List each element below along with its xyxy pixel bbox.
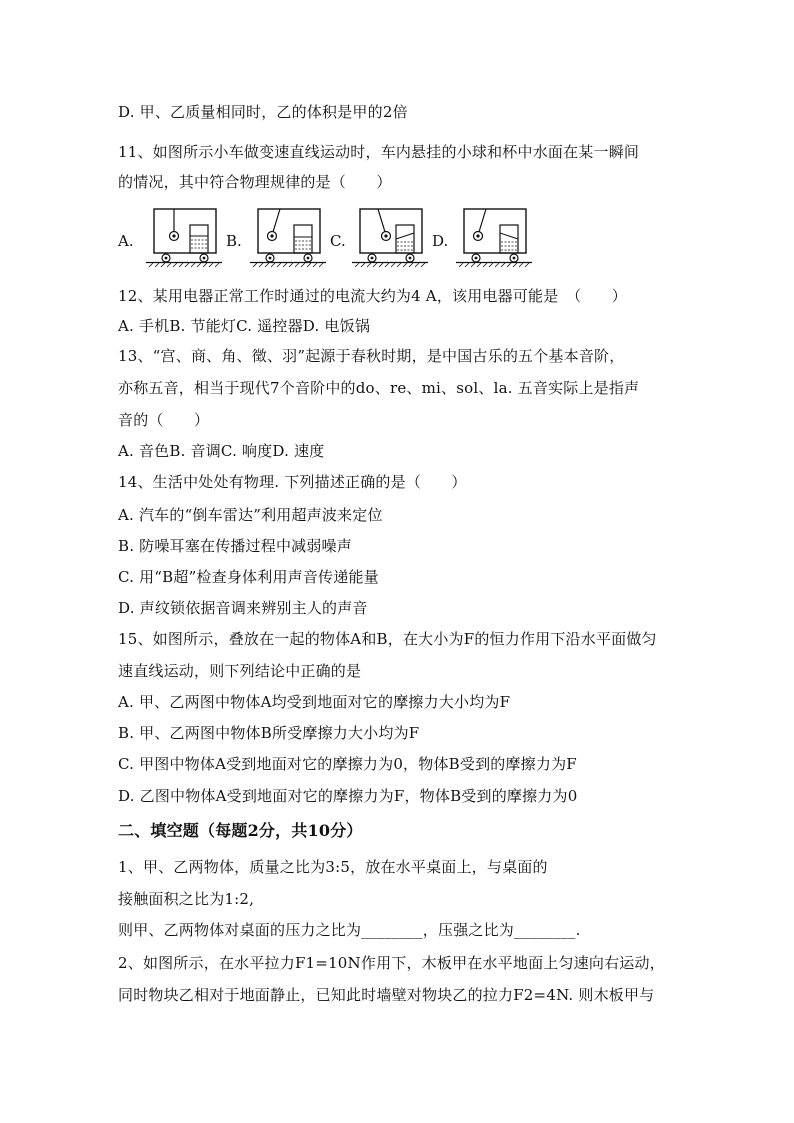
cart-figure-d bbox=[456, 205, 532, 271]
q14-option-c: C. 用“B超”检查身体利用声音传递能量 bbox=[118, 568, 379, 586]
q14-option-b: B. 防噪耳塞在传播过程中减弱噪声 bbox=[118, 537, 352, 555]
q15-option-c: C. 甲图中物体A受到地面对它的摩擦力为0，物体B受到的摩擦力为F bbox=[118, 755, 577, 773]
option-b-label: B. bbox=[226, 232, 242, 250]
section-heading-fill-in: 二、填空题（每题2分，共10分） bbox=[118, 821, 363, 840]
fill-q1-line3: 则甲、乙两物体对桌面的压力之比为________，压强之比为________. bbox=[118, 921, 581, 939]
cart-figure-a bbox=[146, 205, 222, 271]
q13-stem-line2: 亦称五音，相当于现代7个音阶中的do、re、mi、sol、la. 五音实际上是指声 bbox=[118, 379, 640, 397]
q10-option-d: D. 甲、乙质量相同时，乙的体积是甲的2倍 bbox=[118, 103, 408, 121]
fill-q1-line1: 1、甲、乙两物体，质量之比为3:5，放在水平桌面上，与桌面的 bbox=[118, 858, 548, 876]
cart-figure-c bbox=[352, 205, 428, 271]
q15-stem-line1: 15、如图所示，叠放在一起的物体A和B，在大小为F的恒力作用下沿水平面做匀 bbox=[118, 630, 657, 648]
q11-stem-line1: 11、如图所示小车做变速直线运动时，车内悬挂的小球和杯中水面在某一瞬间 bbox=[118, 143, 640, 161]
q15-stem-line2: 速直线运动，则下列结论中正确的是 bbox=[118, 662, 362, 680]
q11-stem-line2: 的情况，其中符合物理规律的是（ ） bbox=[118, 173, 392, 191]
q11-figure-options bbox=[118, 205, 538, 271]
cart-figure-b bbox=[250, 205, 326, 271]
option-c-label: C. bbox=[330, 232, 346, 250]
fill-q2-line1: 2、如图所示，在水平拉力F1=10N作用下，木板甲在水平地面上匀速向右运动， bbox=[118, 954, 665, 972]
fill-q1-line2: 接触面积之比为1:2, bbox=[118, 890, 255, 908]
q15-option-a: A. 甲、乙两图中物体A均受到地面对它的摩擦力大小均为F bbox=[118, 693, 511, 711]
q14-option-d: D. 声纹锁依据音调来辨别主人的声音 bbox=[118, 599, 368, 617]
q14-option-a: A. 汽车的“倒车雷达”利用超声波来定位 bbox=[118, 506, 383, 524]
q15-option-b: B. 甲、乙两图中物体B所受摩擦力大小均为F bbox=[118, 724, 420, 742]
q12-options: A. 手机B. 节能灯C. 遥控器D. 电饭锅 bbox=[118, 317, 371, 335]
option-d-label: D. bbox=[432, 232, 449, 250]
q14-stem: 14、生活中处处有物理. 下列描述正确的是（ ） bbox=[118, 473, 467, 491]
q13-options: A. 音色B. 音调C. 响度D. 速度 bbox=[118, 442, 325, 460]
q13-stem-line1: 13、“宫、商、角、徵、羽”起源于春秋时期，是中国古乐的五个基本音阶， bbox=[118, 347, 625, 365]
q13-stem-line3: 音的（ ） bbox=[118, 411, 210, 429]
q12-stem: 12、某用电器正常工作时通过的电流大约为4 A，该用电器可能是 （ ） bbox=[118, 287, 627, 305]
option-a-label: A. bbox=[118, 232, 134, 250]
fill-q2-line2: 同时物块乙相对于地面静止，已知此时墙壁对物块乙的拉力F2=4N. 则木板甲与 bbox=[118, 986, 655, 1004]
q15-option-d: D. 乙图中物体A受到地面对它的摩擦力为F，物体B受到的摩擦力为0 bbox=[118, 787, 578, 805]
